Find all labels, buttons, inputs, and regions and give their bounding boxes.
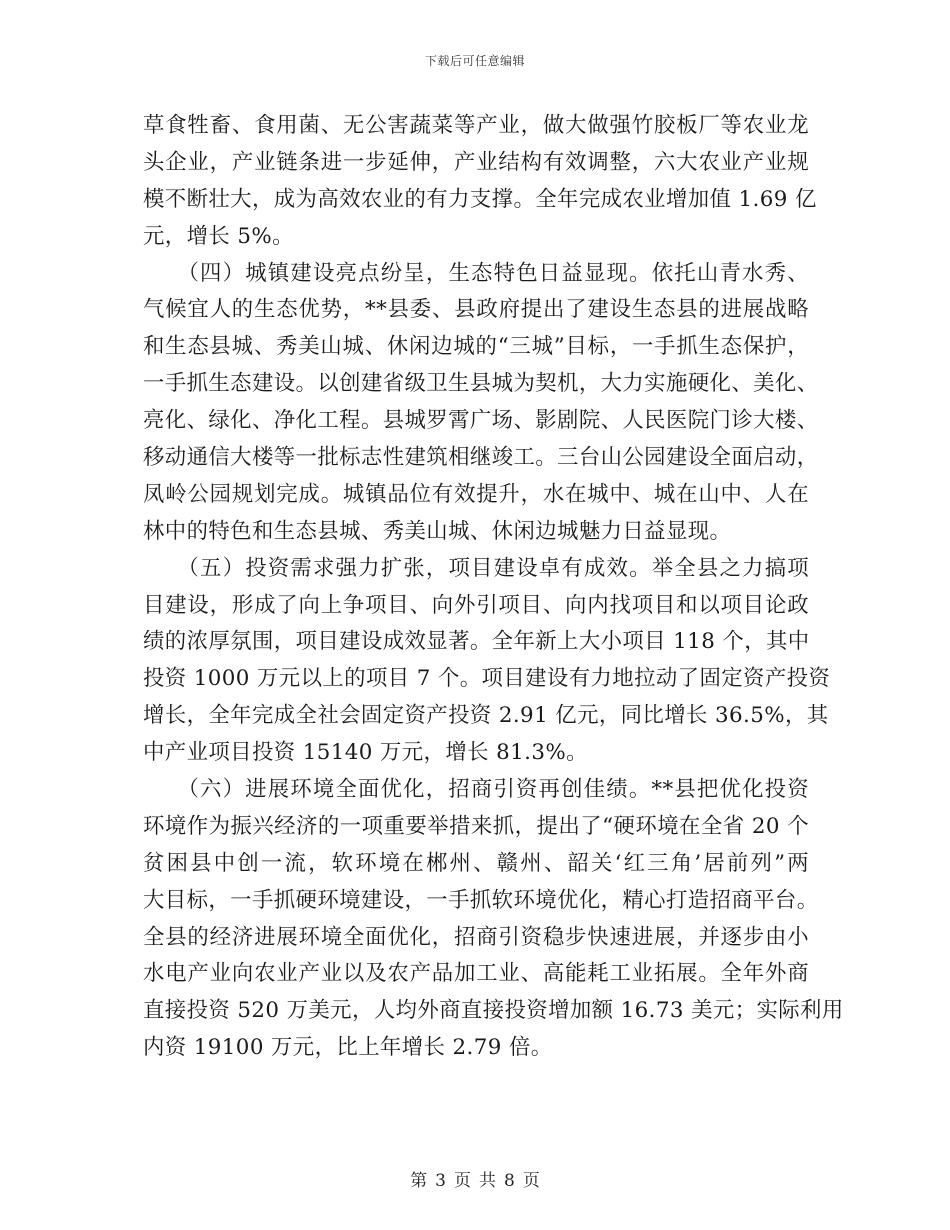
paragraph (143, 551, 831, 772)
text-line: 林中的特色和生态县城、秀美山城、休闲边城魅力日益显现。 (143, 518, 732, 544)
footer-page-label: 页 (454, 1171, 471, 1191)
text-line: 元，增长 5%。 (143, 223, 294, 249)
text-line: 凤岭公园规划完成。城镇品位有效提升，水在城中、城在山中、人在 (143, 481, 809, 507)
text-line: 内资 19100 万元，比上年增长 2.79 倍。 (143, 1035, 553, 1061)
text-line: 移动通信大楼等一批标志性建筑相继竣工。三台山公园建设全面启动， (143, 445, 819, 471)
text-line: 亮化、绿化、净化工程。县城罗霄广场、影剧院、人民医院门诊大楼、 (143, 408, 819, 434)
text-line: 投资 1000 万元以上的项目 7 个。项目建设有力地拉动了固定资产投资 (143, 666, 831, 692)
text-line: 水电产业向农业产业以及农产品加工业、高能耗工业拓展。全年外商 (143, 961, 809, 987)
footer-prefix: 第 (410, 1171, 428, 1191)
paragraph (143, 256, 819, 551)
body-text (143, 108, 844, 1067)
text-line: 草食牲畜、食用菌、无公害蔬菜等产业，做大做强竹胶板厂等农业龙 (143, 113, 809, 138)
paragraph (143, 108, 817, 256)
page-header: 下载后可任意编辑 (424, 54, 525, 68)
paragraph (143, 772, 844, 1067)
text-line: 一手抓生态建设。以创建省级卫生县城为契机，大力实施硬化、美化、 (143, 371, 819, 397)
text-line: 大目标，一手抓硬环境建设，一手抓软环境优化，精心打造招商平台。 (143, 887, 819, 913)
text-line: 环境作为振兴经济的一项重要举措来抓，提出了“硬环境在全省 20 个 (143, 813, 809, 839)
text-line: 模不断壮大，成为高效农业的有力支撑。全年完成农业增加值 1.69 亿 (143, 186, 817, 212)
footer-suffix: 页 (522, 1171, 540, 1191)
page-footer (0, 1166, 950, 1191)
text-line: （六）进展环境全面优化，招商引资再创佳绩。**县把优化投资 (143, 777, 809, 803)
text-line: 中产业项目投资 15140 万元，增长 81.3%。 (143, 740, 588, 766)
text-line: 直接投资 520 万美元，人均外商直接投资增加额 16.73 美元；实际利用 (143, 998, 844, 1024)
text-line: （五）投资需求强力扩张，项目建设卓有成效。举全县之力搞项 (143, 555, 809, 581)
footer-total-pages: 8 (504, 1171, 515, 1191)
text-line: 气候宜人的生态优势，**县委、县政府提出了建设生态县的进展战略 (143, 297, 809, 323)
text-line: 增长，全年完成全社会固定资产投资 2.91 亿元，同比增长 36.5%，其 (143, 703, 829, 729)
text-line: 目建设，形成了向上争项目、向外引项目、向内找项目和以项目论政 (143, 592, 809, 618)
text-line: 和生态县城、秀美山城、休闲边城的“三城”目标，一手抓生态保护， (143, 334, 809, 360)
footer-page-number: 3 (435, 1171, 446, 1191)
text-line: 贫困县中创一流，软环境在郴州、赣州、韶关‘红三角’居前列”两 (143, 850, 809, 876)
text-line: （四）城镇建设亮点纷呈，生态特色日益显现。依托山青水秀、 (143, 260, 809, 286)
text-line: 全县的经济进展环境全面优化，招商引资稳步快速进展，并逐步由小 (143, 924, 809, 950)
text-line: 头企业，产业链条进一步延伸，产业结构有效调整，六大农业产业规 (143, 149, 809, 175)
footer-total-prefix: 共 (479, 1171, 496, 1191)
text-line: 绩的浓厚氛围，项目建设成效显著。全年新上大小项目 118 个，其中 (143, 629, 810, 655)
